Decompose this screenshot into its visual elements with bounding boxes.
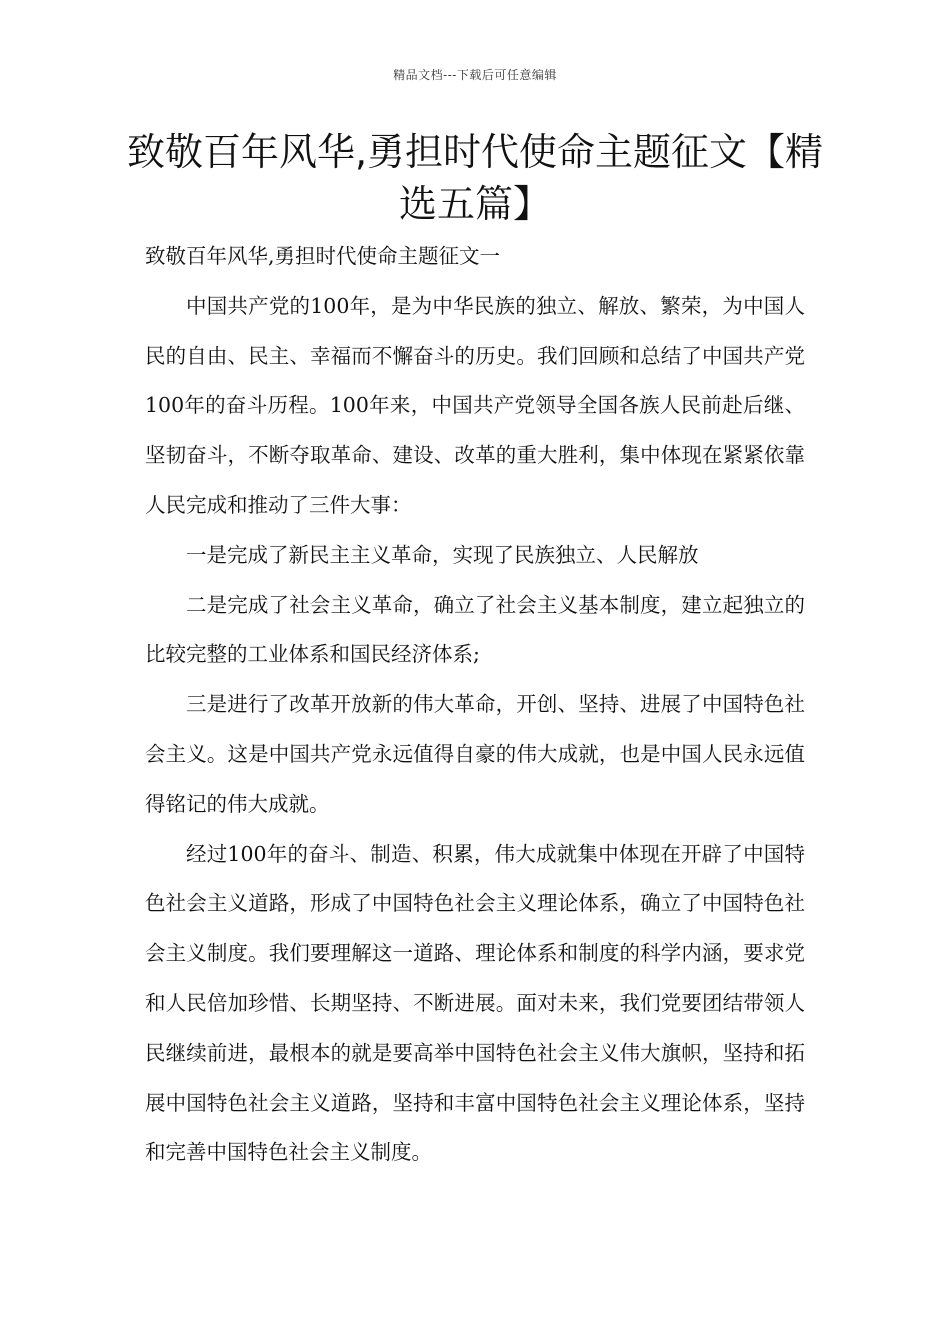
paragraph: 三是进行了改革开放新的伟大革命，开创、坚持、进展了中国特色社会主义。这是中国共产党永远值得自豪的伟大成就，也是中国人民永远值得铭记的伟大成就。 xyxy=(145,692,805,816)
document-body xyxy=(145,232,805,1178)
paragraph: 二是完成了社会主义革命，确立了社会主义基本制度，建立起独立的比较完整的工业体系和国民经济体系; xyxy=(145,592,805,667)
document-title: 致敬百年风华,勇担时代使命主题征文【精选五篇】 xyxy=(126,130,824,226)
section-heading: 致敬百年风华,勇担时代使命主题征文一 xyxy=(145,244,501,268)
page-header: 精品文档---下载后可任意编辑 xyxy=(393,68,557,82)
paragraph: 中国共产党的100年，是为中华民族的独立、解放、繁荣，为中国人民的自由、民主、幸福而不懈奋斗的历史。我们回顾和总结了中国共产党100年的奋斗历程。100年来，中国共产党领导全国各族人民前赴后继、坚韧奋斗，不断夺取革命、建设、改革的重大胜利，集中体现在紧紧依靠人民完成和推动了三件大事： xyxy=(145,293,805,517)
paragraph: 经过100年的奋斗、制造、积累，伟大成就集中体现在开辟了中国特色社会主义道路，形成了中国特色社会主义理论体系，确立了中国特色社会主义制度。我们要理解这一道路、理论体系和制度的科学内涵，要求党和人民倍加珍惜、长期坚持、不断进展。面对未来，我们党要团结带领人民继续前进，最根本的就是要高举中国特色社会主义伟大旗帜，坚持和拓展中国特色社会主义道路，坚持和丰富中国特色社会主义理论体系，坚持和完善中国特色社会主义制度。 xyxy=(145,841,805,1165)
paragraph: 一是完成了新民主主义革命，实现了民族独立、人民解放 xyxy=(186,542,699,567)
